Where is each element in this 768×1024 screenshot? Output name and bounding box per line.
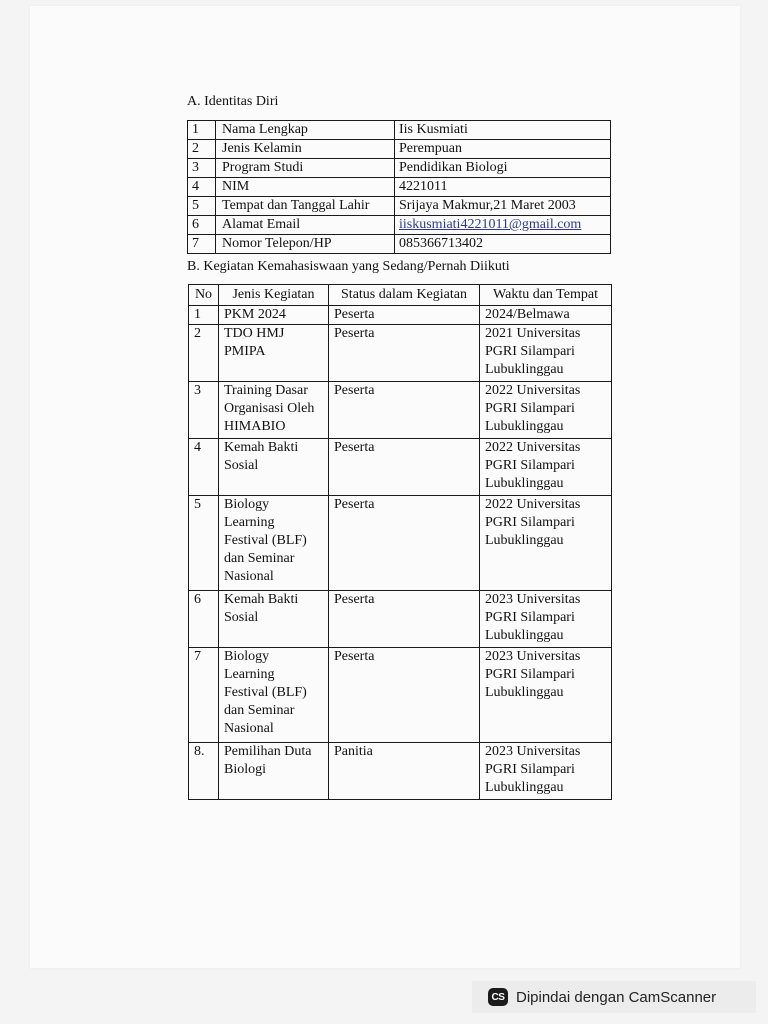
row-number: 6 xyxy=(194,592,201,607)
identity-table xyxy=(187,120,611,254)
activities-table xyxy=(188,284,612,800)
activity-time-place: 2022 Universitas PGRI Silampari Lubuklinggau xyxy=(485,383,581,434)
activity-status: Peserta xyxy=(334,497,375,512)
activity-status-cell xyxy=(329,648,480,743)
activity-status: Peserta xyxy=(334,592,375,607)
column-header-kegiatan: Jenis Kegiatan xyxy=(219,285,329,306)
field-value: Srijaya Makmur,21 Maret 2003 xyxy=(395,197,611,216)
activity-time-place-cell xyxy=(480,382,612,439)
activity-name: TDO HMJ PMIPA xyxy=(224,326,285,359)
table-row xyxy=(189,496,612,591)
column-header-no: No xyxy=(189,285,219,306)
field-label: Program Studi xyxy=(216,159,395,178)
table-row xyxy=(189,648,612,743)
activity-name-cell xyxy=(219,648,329,743)
table-row xyxy=(188,121,611,140)
email-text[interactable]: iiskusmiati4221011@gmail.com xyxy=(399,217,582,232)
activity-name-cell xyxy=(219,591,329,648)
table-row xyxy=(188,159,611,178)
row-number-cell xyxy=(189,325,219,382)
field-label: Jenis Kelamin xyxy=(216,140,395,159)
row-number-cell xyxy=(189,382,219,439)
activity-time-place-cell xyxy=(480,496,612,591)
field-label: Alamat Email xyxy=(216,216,395,235)
activity-time-place: 2024/Belmawa xyxy=(485,307,570,322)
activity-time-place: 2021 Universitas PGRI Silampari Lubuklinggau xyxy=(485,326,581,377)
activity-status-cell xyxy=(329,591,480,648)
row-number-cell xyxy=(189,306,219,325)
table-row xyxy=(189,325,612,382)
field-value: 4221011 xyxy=(395,178,611,197)
activity-status-cell xyxy=(329,439,480,496)
activity-status-cell xyxy=(329,743,480,800)
row-number-cell xyxy=(189,743,219,800)
activity-time-place-cell xyxy=(480,591,612,648)
row-number: 8. xyxy=(194,744,205,759)
activity-status-cell xyxy=(329,496,480,591)
email-link[interactable] xyxy=(395,216,611,235)
row-number: 4 xyxy=(188,178,216,197)
activity-name-cell xyxy=(219,439,329,496)
field-label: Nama Lengkap xyxy=(216,121,395,140)
activities-body xyxy=(189,306,612,800)
field-value: 085366713402 xyxy=(395,235,611,254)
field-label: Tempat dan Tanggal Lahir xyxy=(216,197,395,216)
table-row xyxy=(189,382,612,439)
activity-name-cell xyxy=(219,496,329,591)
row-number: 2 xyxy=(194,326,201,341)
table-row xyxy=(189,306,612,325)
activity-name-cell xyxy=(219,382,329,439)
activity-status: Peserta xyxy=(334,326,375,341)
activity-status: Peserta xyxy=(334,649,375,664)
row-number: 7 xyxy=(188,235,216,254)
table-row xyxy=(188,197,611,216)
row-number: 3 xyxy=(188,159,216,178)
row-number-cell xyxy=(189,648,219,743)
activity-status-cell xyxy=(329,325,480,382)
activity-time-place: 2023 Universitas PGRI Silampari Lubuklinggau xyxy=(485,744,581,795)
activity-time-place-cell xyxy=(480,743,612,800)
field-label: NIM xyxy=(216,178,395,197)
table-row xyxy=(188,216,611,235)
table-row xyxy=(189,591,612,648)
field-value: Iis Kusmiati xyxy=(395,121,611,140)
activity-name: Biology Learning Festival (BLF) dan Seminar Nasional xyxy=(224,497,307,584)
field-value: Perempuan xyxy=(395,140,611,159)
row-number: 2 xyxy=(188,140,216,159)
field-label: Nomor Telepon/HP xyxy=(216,235,395,254)
row-number: 1 xyxy=(194,307,201,322)
activity-status-cell xyxy=(329,306,480,325)
column-header-status: Status dalam Kegiatan xyxy=(329,285,480,306)
camscanner-watermark xyxy=(472,981,756,1013)
row-number: 6 xyxy=(188,216,216,235)
row-number-cell xyxy=(189,439,219,496)
activity-name-cell xyxy=(219,743,329,800)
activity-time-place: 2023 Universitas PGRI Silampari Lubuklinggau xyxy=(485,592,581,643)
table-row xyxy=(188,178,611,197)
activity-name: Kemah Bakti Sosial xyxy=(224,592,299,625)
section-a-title: A. Identitas Diri xyxy=(187,94,279,109)
activity-time-place-cell xyxy=(480,306,612,325)
activity-name: Kemah Bakti Sosial xyxy=(224,440,299,473)
table-row xyxy=(188,140,611,159)
row-number: 5 xyxy=(194,497,201,512)
activity-status: Peserta xyxy=(334,440,375,455)
row-number: 7 xyxy=(194,649,201,664)
activity-status: Peserta xyxy=(334,383,375,398)
column-header-waktu: Waktu dan Tempat xyxy=(480,285,612,306)
table-row xyxy=(189,439,612,496)
row-number-cell xyxy=(189,591,219,648)
activity-status: Panitia xyxy=(334,744,373,759)
activity-time-place: 2022 Universitas PGRI Silampari Lubuklinggau xyxy=(485,497,581,548)
activity-time-place-cell xyxy=(480,439,612,496)
row-number: 5 xyxy=(188,197,216,216)
table-row xyxy=(188,235,611,254)
activity-status: Peserta xyxy=(334,307,375,322)
activity-name-cell xyxy=(219,325,329,382)
table-header-row xyxy=(189,285,612,306)
camscanner-label: Dipindai dengan CamScanner xyxy=(516,988,717,1006)
activity-time-place-cell xyxy=(480,325,612,382)
row-number: 3 xyxy=(194,383,201,398)
activity-time-place-cell xyxy=(480,648,612,743)
camscanner-logo-icon: CS xyxy=(488,988,508,1006)
activity-name-cell xyxy=(219,306,329,325)
activity-time-place: 2022 Universitas PGRI Silampari Lubuklinggau xyxy=(485,440,581,491)
section-b-title: B. Kegiatan Kemahasiswaan yang Sedang/Pernah Diikuti xyxy=(187,259,510,274)
activity-name: Pemilihan Duta Biologi xyxy=(224,744,312,777)
activity-status-cell xyxy=(329,382,480,439)
row-number-cell xyxy=(189,496,219,591)
activity-time-place: 2023 Universitas PGRI Silampari Lubuklinggau xyxy=(485,649,581,700)
row-number: 1 xyxy=(188,121,216,140)
activity-name: Biology Learning Festival (BLF) dan Seminar Nasional xyxy=(224,649,307,736)
activity-name: Training Dasar Organisasi Oleh HIMABIO xyxy=(224,383,315,434)
row-number: 4 xyxy=(194,440,201,455)
activity-name: PKM 2024 xyxy=(224,307,286,322)
table-row xyxy=(189,743,612,800)
field-value: Pendidikan Biologi xyxy=(395,159,611,178)
